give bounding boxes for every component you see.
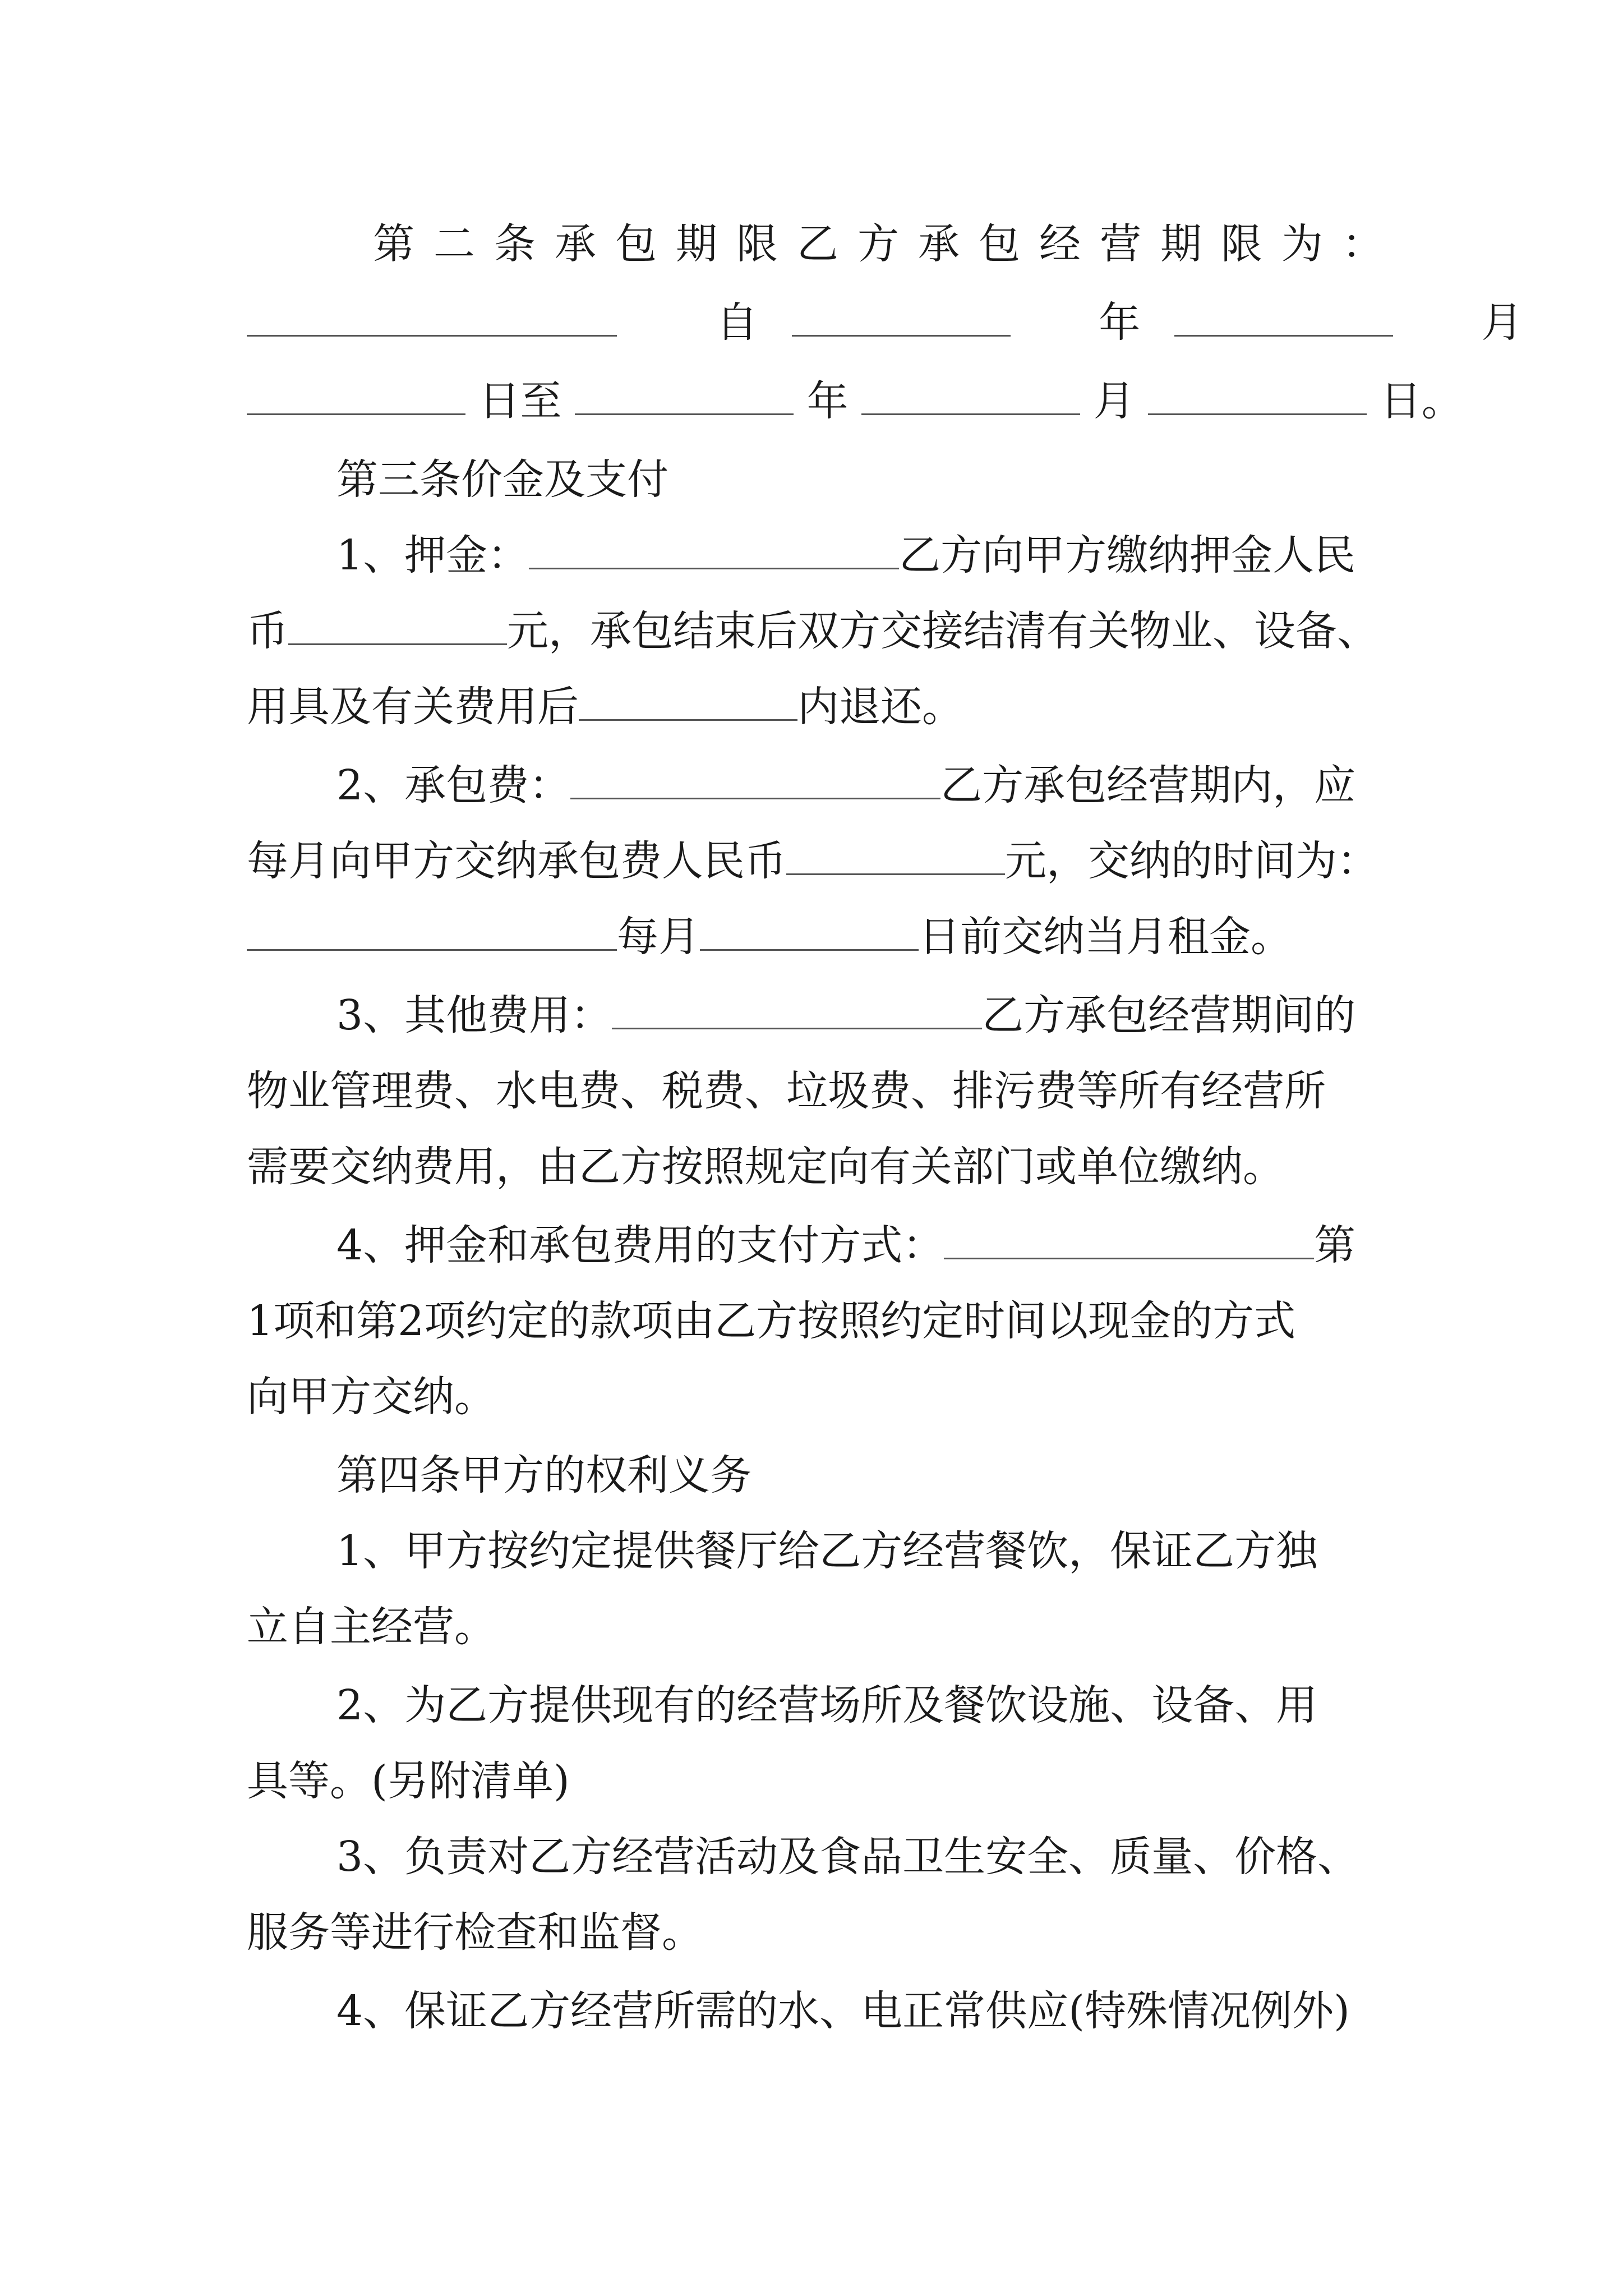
article3-p2-line1 <box>336 757 1481 813</box>
article3-p1-line3 <box>247 679 1391 735</box>
article3-p2-line2 <box>247 833 1391 889</box>
fee-text: 元，交纳的时间为： <box>1005 837 1378 885</box>
article4-i3-line2: 服务等进行检查和监督。 <box>247 1908 703 1957</box>
article3-p4-line3: 向甲方交纳。 <box>247 1373 496 1421</box>
payment-label: 4、押金和承包费用的支付方式： <box>336 1221 944 1269</box>
blank-field[interactable] <box>288 603 507 645</box>
fee-text: 日前交纳当月租金。 <box>919 913 1292 961</box>
deposit-text: 内退还。 <box>797 683 963 731</box>
blank-field[interactable] <box>612 987 982 1029</box>
blank-field[interactable] <box>529 527 899 569</box>
other-fee-label: 3、其他费用： <box>336 991 612 1039</box>
article4-i4-line1: 4、保证乙方经营所需的水、电正常供应(特殊情况例外) <box>336 1987 1350 2035</box>
year-text: 年 <box>1099 298 1141 347</box>
article2-line2 <box>247 295 1523 351</box>
payment-text: 第 <box>1314 1221 1356 1269</box>
blank-field[interactable] <box>579 679 797 721</box>
article3-p1-line1 <box>336 527 1481 583</box>
article4-heading: 第四条甲方的权利义务 <box>336 1451 751 1499</box>
article3-heading: 第三条价金及支付 <box>336 455 668 504</box>
blank-field[interactable] <box>700 909 919 951</box>
article3-p3-line2: 物业管理费、水电费、税费、垃圾费、排污费等所有经营所 <box>247 1067 1326 1115</box>
fee-label: 2、承包费： <box>336 761 571 809</box>
blank-field[interactable] <box>247 295 617 337</box>
article4-i3-line1: 3、负责对乙方经营活动及食品卫生安全、质量、价格、 <box>336 1833 1359 1881</box>
fee-text: 每月 <box>617 913 700 961</box>
blank-field[interactable] <box>944 1217 1314 1259</box>
month-text: 月 <box>1481 298 1523 347</box>
deposit-text: 乙方向甲方缴纳押金人民 <box>899 531 1356 579</box>
article2-line3 <box>247 373 1463 429</box>
fee-text: 每月向甲方交纳承包费人民币 <box>247 837 786 885</box>
blank-field[interactable] <box>792 295 1011 337</box>
article4-i2-line2: 具等。(另附清单) <box>247 1757 570 1805</box>
fee-text: 乙方承包经营期内，应 <box>940 761 1356 809</box>
article3-p3-line3: 需要交纳费用，由乙方按照规定向有关部门或单位缴纳。 <box>247 1143 1284 1191</box>
other-fee-text: 乙方承包经营期间的 <box>982 991 1356 1039</box>
article2-title-text: 第二条承包期限乙方承包经营期限为： <box>373 220 1403 268</box>
month-text: 月 <box>1093 377 1135 425</box>
article3-p4-line1 <box>336 1217 1481 1273</box>
article4-i2-line1: 2、为乙方提供现有的经营场所及餐饮设施、设备、用 <box>336 1681 1318 1729</box>
blank-field[interactable] <box>575 373 794 415</box>
blank-field[interactable] <box>247 373 465 415</box>
currency-text: 币 <box>247 607 288 655</box>
deposit-text: 用具及有关费用后 <box>247 683 579 731</box>
blank-field[interactable] <box>247 909 617 951</box>
article4-i1-line1: 1、甲方按约定提供餐厅给乙方经营餐饮，保证乙方独 <box>336 1527 1318 1575</box>
deposit-text: 元，承包结束后双方交接结清有关物业、设备、 <box>507 607 1378 655</box>
blank-field[interactable] <box>1148 373 1367 415</box>
deposit-label: 1、押金： <box>336 531 529 579</box>
article3-p4-line2: 1项和第2项约定的款项由乙方按照约定时间以现金的方式 <box>247 1297 1296 1345</box>
article3-p1-line2 <box>247 603 1391 659</box>
article3-p3-line1 <box>336 987 1481 1043</box>
blank-field[interactable] <box>861 373 1080 415</box>
day-to-text: 日至 <box>478 377 562 425</box>
article4-i1-line2: 立自主经营。 <box>247 1603 496 1651</box>
from-text: 自 <box>716 298 758 347</box>
blank-field[interactable] <box>1174 295 1393 337</box>
article2-line1 <box>373 216 1403 272</box>
year-text: 年 <box>806 377 849 425</box>
blank-field[interactable] <box>570 757 940 799</box>
day-end-text: 日。 <box>1380 377 1463 425</box>
blank-field[interactable] <box>786 833 1005 875</box>
article3-p2-line3 <box>247 909 1391 965</box>
